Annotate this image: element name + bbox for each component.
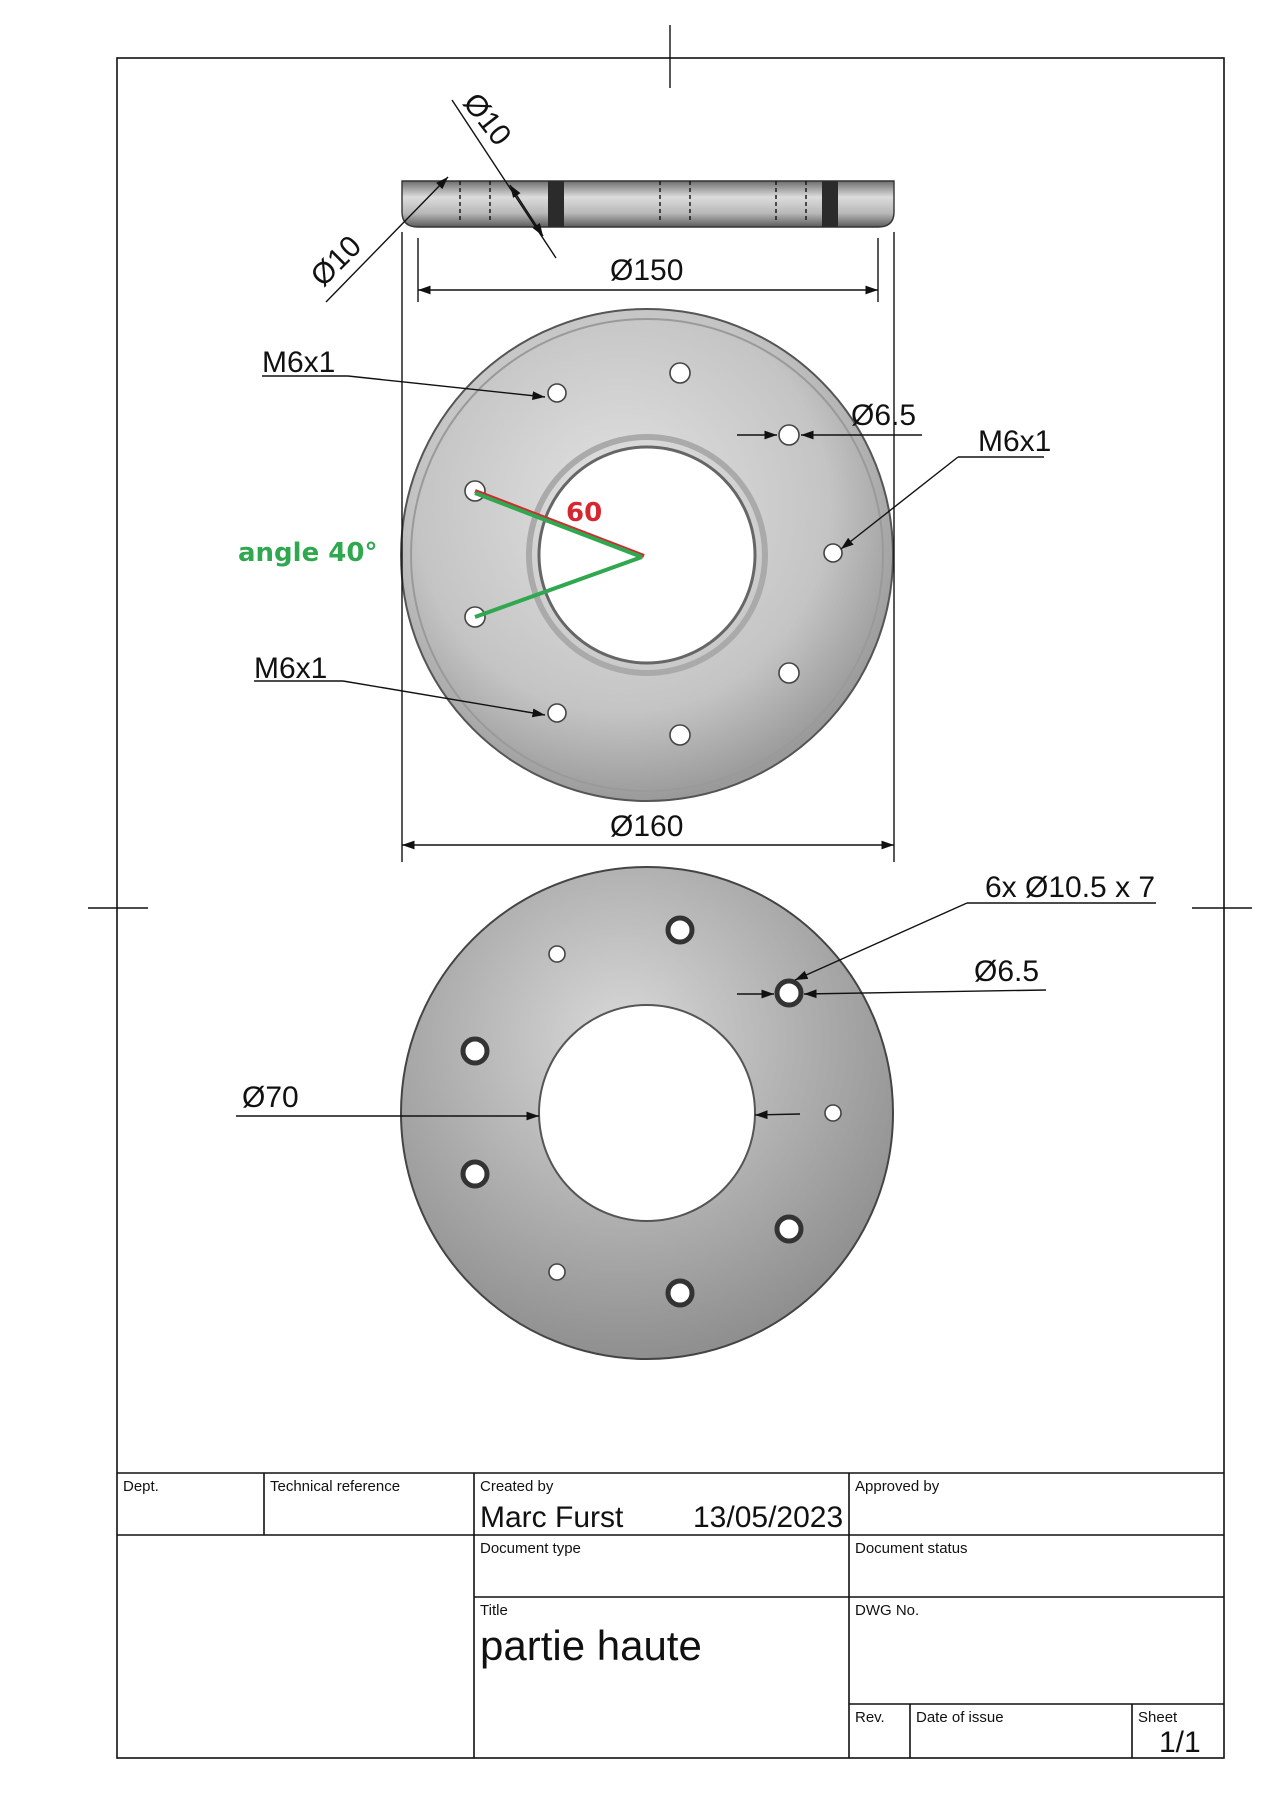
- bottom-center-bore: [539, 1005, 755, 1221]
- top-hole: [670, 363, 690, 383]
- technical-reference-label: Technical reference: [270, 1478, 401, 1495]
- top-center-bore: [539, 447, 755, 663]
- created-date-value: 13/05/2023: [693, 1501, 844, 1534]
- rev-label: Rev.: [855, 1709, 885, 1726]
- bottom-counterbore: [777, 981, 801, 1005]
- tap-right-label: M6x1: [978, 425, 1052, 458]
- annotation-angle-label: angle 40°: [238, 538, 378, 568]
- top-hole: [548, 704, 566, 722]
- bottom-hole: [825, 1105, 841, 1121]
- side-diameter-label: Ø150: [610, 254, 684, 287]
- document-status-label: Document status: [855, 1540, 968, 1557]
- top-hole-diameter-label: Ø6.5: [851, 399, 917, 432]
- bottom-counterbore: [777, 1217, 801, 1241]
- top-hole: [548, 384, 566, 402]
- bottom-hole: [549, 1264, 565, 1280]
- dept-label: Dept.: [123, 1478, 159, 1495]
- bottom-counterbore: [463, 1162, 487, 1186]
- bottom-counterbore: [463, 1039, 487, 1063]
- side-chamfer-left-label: Ø10: [304, 229, 369, 293]
- drawing-title: partie haute: [480, 1622, 702, 1669]
- approved-by-label: Approved by: [855, 1478, 940, 1495]
- tap-upper-left-label: M6x1: [262, 346, 336, 379]
- title-block: [117, 1473, 1224, 1759]
- top-hole: [779, 663, 799, 683]
- sheet-value: 1/1: [1159, 1726, 1201, 1759]
- tap-lower-left-label: M6x1: [254, 652, 328, 685]
- inner-diameter-label: Ø70: [242, 1081, 299, 1114]
- created-by-label: Created by: [480, 1478, 554, 1495]
- bottom-counterbore: [668, 1281, 692, 1305]
- dwg-no-label: DWG No.: [855, 1602, 920, 1619]
- annotation-length-label: 60: [566, 498, 603, 528]
- side-chamfer-top-label: Ø10: [456, 86, 518, 153]
- outer-diameter-label: Ø160: [610, 810, 684, 843]
- bottom-counterbore: [668, 918, 692, 942]
- counterbore-label: 6x Ø10.5 x 7: [985, 871, 1156, 904]
- bottom-hole: [549, 946, 565, 962]
- date-of-issue-label: Date of issue: [916, 1709, 1004, 1726]
- created-by-value: Marc Furst: [480, 1501, 624, 1534]
- side-view: [305, 87, 894, 302]
- top-hole: [670, 725, 690, 745]
- document-type-label: Document type: [480, 1540, 581, 1557]
- top-hole: [779, 425, 799, 445]
- top-view: [238, 229, 1052, 862]
- sheet-label: Sheet: [1138, 1709, 1178, 1726]
- bottom-hole-diameter-label: Ø6.5: [974, 955, 1040, 988]
- top-hole: [824, 544, 842, 562]
- bottom-view: [236, 867, 1156, 1359]
- title-label: Title: [480, 1602, 508, 1619]
